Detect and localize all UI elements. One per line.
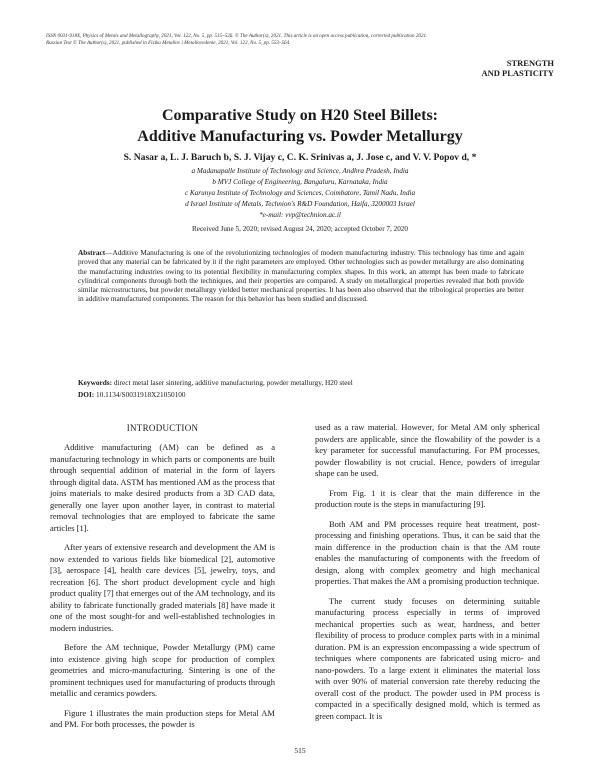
intro-paragraph: Additive manufacturing (AM) can be defined as a manufacturing technology in which parts or components are built through sequential addition of material in the form of layers through digital data. ASTM has mentioned AM as the process that joins materials to make desired products from a 3D CAD data, generally one layer upon another layer, in contrast to material removal technologies that are employed to fabricate the same articles [1]. <box>50 442 275 533</box>
intro-paragraph: After years of extensive research and development the AM is now extended to various fields like biomedical [2], automotive [3], aerospace [4], health care devices [5], jewelry, toys, and recreation [6]. The short product development cycle and high product quality [7] that emerges out of the AM technology, and its ability to fabricate functionally graded materials [8] have made it one of the most sought-for and well-established technologies in modern industries. <box>50 542 275 633</box>
section-label <box>46 58 554 78</box>
affiliation-d: d Israel Institute of Metals, Technion's R&D Foundation, Haifa, 3200003 Israel <box>185 200 415 208</box>
journal-header-line-2: Russian Text © The Author(s), 2021, published in Fizika Metallov i Metallovedenie, 2021, Vol. 122, No. 5, pp. 553–564. <box>46 40 291 46</box>
received-dates: Received June 5, 2020; revised August 24, 2020; accepted October 7, 2020 <box>192 225 408 233</box>
intro-paragraph: The current study focuses on determining suitable manufacturing process especially in terms of improved mechanical properties such as wear, hardness, and better flexibility of process to produce complex parts with in a minimal duration. PM is an expression encompassing a wide spectrum of techniques where components are fabricated using micro- and nano-powders. To a large extent it eliminates the material loss with over 90% of material conversion rate thereby reducing the overall cost of the product. The powder used in PM process is compacted in a specifically designed mold, which is termed as green compact. It is <box>315 595 540 721</box>
section-label-line-1: STRENGTH <box>506 58 554 68</box>
journal-header-line-1: ISSN 0031-918X, Physics of Metals and Metallography, 2021, Vol. 122, No. 5, pp. 515–526. © The Author(s), 2021. This article is an open access publication, corrected publication 2021. <box>46 33 428 39</box>
abstract-text: —Additive Manufacturing is one of the revolutionizing technologies of modern manufacturing industry. This technology has time and again proved that any material can be fabricated by it if the right parameters are employed. Other technologies such as powder metallurgy are also dominating the manufacturing industries owing to its potential flexibility in manufacturing complex shapes. In this work, an attempt has been made to fabricate cylindrical components through both the techniques, and their properties are compared. A study on metallurgical properties revealed that both provide similar microstructures, but powder metallurgy yielded better mechanical properties. It has been also observed that the tribological properties are better in additive manufactured components. The reason for this behavior has been studied and discussed. <box>78 248 524 304</box>
doi-label: DOI: <box>78 390 95 399</box>
contact-email[interactable]: *e-mail: vvp@technion.ac.il <box>259 211 341 219</box>
intro-paragraph: From Fig. 1 it is clear that the main difference in the production route is the steps in manufacturing [9]. <box>315 487 540 509</box>
keywords-block <box>78 377 524 401</box>
paper-title-line-2: Additive Manufacturing vs. Powder Metallurgy <box>137 128 463 145</box>
right-column <box>315 422 540 730</box>
introduction-heading: INTRODUCTION <box>126 423 199 433</box>
page-number: 515 <box>294 746 306 755</box>
author-list: S. Nasar a, L. J. Baruch b, S. J. Vijay c, C. K. Srinivas a, J. Jose c, and V. V. Popov d, * <box>123 152 477 163</box>
intro-paragraph-continuation: used as a raw material. However, for Metal AM only spherical powders are applicable, since the flowability of the powder is a key parameter for successful manufacturing. For PM processes, powder flowability is not crucial. Hence, powders of irregular shape can be used. <box>315 422 540 478</box>
affiliation-b: b MVJ College of Engineering, Bangaluru, Karnataka, India <box>212 178 388 186</box>
keywords-line <box>78 377 524 389</box>
journal-header <box>46 33 554 47</box>
paper-title <box>46 105 554 147</box>
left-column <box>50 422 275 739</box>
intro-paragraph: Figure 1 illustrates the main production steps for Metal AM and PM. For both processes, the powder is <box>50 707 275 729</box>
keywords-label: Keywords: <box>78 378 113 387</box>
keywords-text: direct metal laser sintering, additive manufacturing, powder metallurgy, H20 steel <box>113 378 353 387</box>
abstract <box>78 248 524 304</box>
paper-title-line-1: Comparative Study on H20 Steel Billets: <box>162 107 438 124</box>
doi-value[interactable]: 10.1134/S0031918X21050100 <box>96 390 186 399</box>
intro-paragraph: Before the AM technique, Powder Metallurgy (PM) came into existence giving high scope for production of complex geometries and micro-manufacturing. Sintering is one of the prominent techniques used for manufacturing of products through metallic and ceramics powders. <box>50 642 275 698</box>
abstract-label: Abstract <box>78 248 106 257</box>
affiliation-list <box>46 166 554 221</box>
section-label-line-2: AND PLASTICITY <box>481 68 554 78</box>
affiliation-a: a Madanapalle Institute of Technology and Science, Andhra Pradesh, India <box>191 167 409 175</box>
doi-line <box>78 389 524 401</box>
intro-paragraph: Both AM and PM processes require heat treatment, post-processing and finishing operations. Thus, it can be said that the main difference in the production chain is that the AM route enables the manufacturing of components with the freedom of design, along with complex geometry and high mechanical properties. That makes the AM a promising production technique. <box>315 518 540 586</box>
affiliation-c: c Karunya Institute of Technology and Sciences, Coimbatore, Tamil Nadu, India <box>184 189 416 197</box>
